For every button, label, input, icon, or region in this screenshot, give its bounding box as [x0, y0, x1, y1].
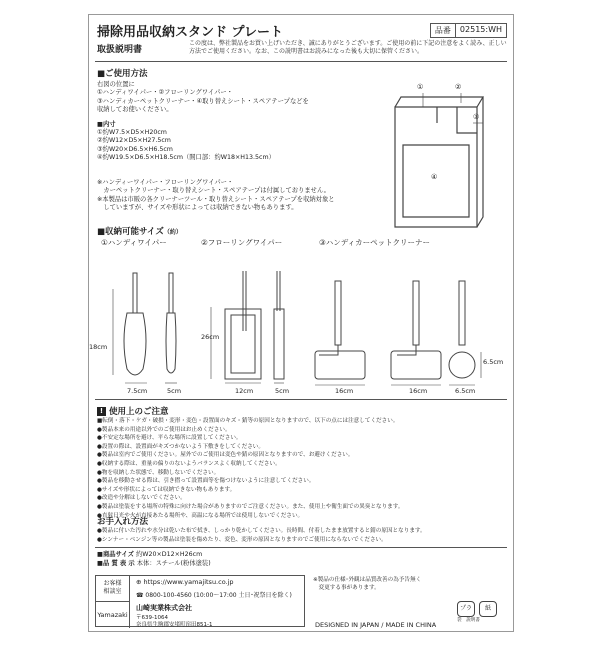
- flooring-wiper-depth: 5cm: [275, 387, 290, 395]
- figure-label-2: ②: [455, 83, 462, 91]
- manual-subtitle: 取扱説明書: [97, 45, 143, 55]
- handy-wiper-depth: 5cm: [167, 387, 182, 395]
- care-list: [97, 527, 426, 544]
- usage-text: [97, 81, 309, 114]
- footer-note-line: 変更する事があります。: [313, 584, 380, 591]
- caution-item: ■転倒・落下・ケガ・破損・変形・変色・設置面のキズ・錆等の原因となりますので、以下の点には注意してください。: [97, 418, 399, 424]
- product-number: [430, 23, 507, 38]
- storable-heading: [97, 225, 182, 237]
- usage-note: カーペットクリーナー・取り替えシート・スペアテープは付属しておりません。: [97, 187, 330, 195]
- carpet-cleaner-width-2: 16cm: [409, 387, 428, 395]
- caution-list: [97, 417, 404, 520]
- product-number-label: 品番: [431, 24, 456, 37]
- usage-line: 右図の位置に: [97, 81, 135, 88]
- brand-logo: Yamazaki: [96, 602, 130, 628]
- carpet-cleaner-illustration: [301, 251, 511, 391]
- contact-url-text[interactable]: https://www.yamajitsu.co.jp: [143, 578, 234, 586]
- contact-label-line: 相談室: [103, 588, 122, 595]
- spec-size-value: 約W20×D12×H26cm: [135, 551, 203, 558]
- carpet-cleaner-height: 6.5cm: [483, 358, 504, 366]
- caution-item: ●直射日光や火が直接あたる場所や、高温になる場所では使用しないでください。: [97, 512, 304, 519]
- contact-phone-number: 0800-100-4560: [145, 592, 192, 599]
- recycle-marks: [457, 601, 497, 617]
- storable-label-3: ③ハンディカーペットクリーナー: [319, 238, 430, 247]
- storable-label-1: ①ハンディワイパー: [101, 238, 167, 247]
- contact-url[interactable]: [136, 578, 234, 586]
- handy-wiper-height: 18cm: [89, 343, 108, 351]
- handy-wiper-width: 7.5cm: [127, 387, 148, 395]
- product-title: 掃除用品収納スタンド プレート: [97, 25, 284, 40]
- caution-heading-text: 使用上のご注意: [108, 407, 169, 417]
- intro-text: この度は、弊社製品をお買い上げいただき、誠にありがとうございます。ご使用の前に下記の注意をよく読み、正しい方法でご使用ください。なお、この説明書はお読みになった後も大切に保管ください。: [189, 40, 507, 55]
- figure-label-3: ③: [473, 113, 480, 121]
- handy-wiper-illustration: [97, 251, 197, 391]
- inner-dim: ②約W12×D5×H27.5cm: [97, 137, 171, 145]
- inner-dims-list: [97, 129, 275, 162]
- instruction-sheet: [88, 14, 514, 632]
- paper-recycle-icon: 紙: [479, 601, 497, 617]
- inner-dim: ③約W20×D6.5×H6.5cm: [97, 145, 173, 153]
- inner-dim: ④約W19.5×D6.5×H18.5cm（開口部：約W18×H13.5cm）: [97, 153, 275, 161]
- spec-material-value: 本体：スチール(粉体塗装): [136, 560, 211, 567]
- carpet-cleaner-width-1: 16cm: [335, 387, 354, 395]
- plastic-recycle-icon: プラ: [457, 601, 475, 617]
- product-number-value: 02515:WH: [459, 25, 502, 34]
- caution-heading: [97, 405, 168, 417]
- usage-note: ※ハンディーワイパー・フローリングワイパー・: [97, 179, 234, 186]
- caution-item: ●製品を移動させる際は、引き摺って設置面等を傷つけないように注意してください。: [97, 478, 315, 485]
- contact-label: [96, 576, 130, 602]
- spec-size: [97, 551, 202, 559]
- recycle-caption: 袋 説明書: [457, 618, 480, 623]
- caution-item: ●サイズや形状によっては収納できない物もあります。: [97, 486, 236, 493]
- divider: [95, 547, 507, 548]
- caution-item: ●製品は室内でご使用ください。屋外でのご使用は変色や錆の原因となりますので、お避けください。: [97, 452, 354, 459]
- caution-item: ●不安定な場所を避け、平らな場所に設置してください。: [97, 435, 242, 442]
- usage-note: していますが、サイズや形状によっては収納できない物もあります。: [97, 203, 298, 211]
- flooring-wiper-illustration: [197, 251, 301, 391]
- contact-hours: (10:00〜17:00 土日･祝祭日を除く): [193, 592, 292, 599]
- caution-item: ●製品は塗装をする場所の特殊に向けた場合がありますのでご注意ください。また、使用上や衛生面での異臭となります。: [97, 503, 404, 510]
- spec-material: [97, 560, 211, 568]
- usage-note: ※本製品は市販の各クリーナーツール・取り替えシート・スペアテープを収納対象と: [97, 195, 335, 203]
- care-item: ●製品に付いた汚れや水分は乾いた布で拭き、しっかり乾かしてください。長時間、付着したまま放置すると錆の原因となります。: [97, 528, 426, 534]
- footer-note-line: ※製品の仕様･外観は品質改善の為予告無く: [313, 577, 422, 583]
- care-heading: お手入れ方法: [97, 517, 149, 527]
- flooring-wiper-height: 26cm: [201, 333, 220, 341]
- caution-item: ●物を収納した状態で、移動しないでください。: [97, 469, 220, 476]
- usage-line: ③ハンディカーペットクリーナー・④取り替えシート・スペアテープなどを: [97, 97, 309, 105]
- phone-icon: ☎: [136, 592, 144, 599]
- usage-heading: ■ご使用方法: [97, 69, 148, 79]
- caution-icon: !: [97, 407, 106, 416]
- company-name: 山崎実業株式会社: [136, 604, 192, 612]
- carpet-cleaner-width-3: 6.5cm: [455, 387, 476, 395]
- flooring-wiper-width: 12cm: [235, 387, 254, 395]
- divider: [95, 61, 507, 62]
- company-address: 奈良県生駒郡安堵町窪田851-1: [136, 622, 213, 628]
- spec-size-label: ■商品サイズ: [97, 551, 134, 558]
- storable-heading-text: ■収納可能サイズ: [97, 227, 164, 237]
- storable-heading-suffix: （約）: [163, 229, 182, 236]
- usage-notes: [97, 179, 335, 212]
- contact-phone: [136, 590, 292, 599]
- caution-item: ●収納する際は、重量の偏りのないようバランスよく収納してください。: [97, 460, 281, 467]
- inner-dims-label: ■内寸: [97, 121, 116, 128]
- caution-item: ●設置の際は、設置面がキズつかないよう下敷きをしてください。: [97, 443, 264, 450]
- care-item: ●シンナー・ベンジン等の製品は塗装を傷めたり、変色、変形の原因となりますのでご使用にならないでください。: [97, 536, 387, 543]
- stand-illustration: [387, 93, 487, 233]
- spec-material-label: ■品 質 表 示: [97, 560, 135, 567]
- figure-label-1: ①: [417, 83, 424, 91]
- globe-icon: ⊕: [136, 578, 142, 586]
- storable-label-2: ②フローリングワイパー: [201, 238, 283, 247]
- footer-note: [313, 577, 421, 592]
- figure-label-4: ④: [431, 173, 438, 181]
- origin-text: DESIGNED IN JAPAN / MADE IN CHINA: [315, 621, 437, 629]
- divider: [95, 399, 507, 400]
- usage-line: 収納してお使いください。: [97, 105, 173, 113]
- caution-item: ●改造や分解はしないでください。: [97, 495, 186, 502]
- stand-figure: [387, 83, 487, 233]
- contact-box: [95, 575, 305, 627]
- caution-item: ●製品本来の用途以外でのご使用はお止めください。: [97, 426, 231, 433]
- contact-label-line: お客様: [103, 580, 122, 587]
- usage-line: ①ハンディワイパー・②フローリングワイパー・: [97, 89, 233, 97]
- inner-dim: ①約W7.5×D5×H20cm: [97, 129, 167, 136]
- company-zip: 〒639-1064: [136, 615, 168, 621]
